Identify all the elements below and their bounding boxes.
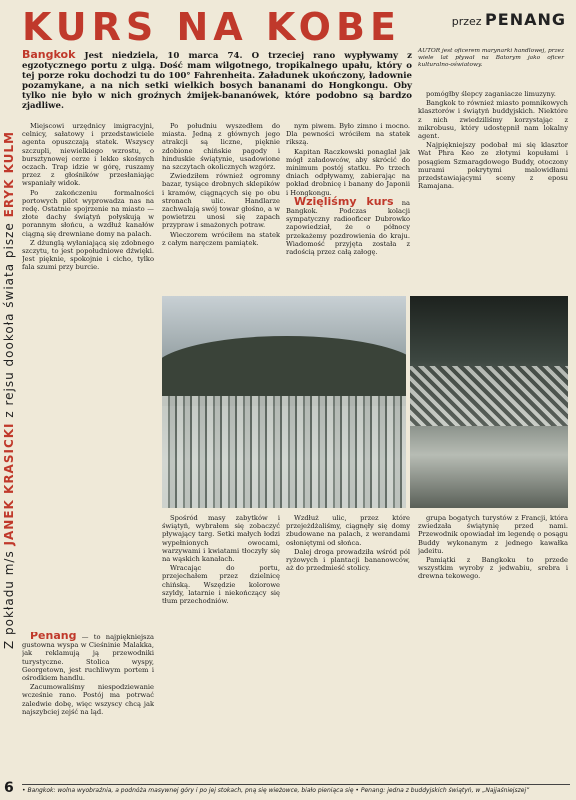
paragraph: Kapitan Raczkowski ponaglał jak mógł załadowców, aby skrócić do minimum postój statku. Po trzech dniach odpływamy, zabierając na pokład drobnicę i banany do Japonii i Hongkongu. [286,147,410,197]
page-number: 6 [4,780,14,796]
paragraph: Bangkok to również miasto pomnikowych klasztorów i świątyń buddyjskich. Niektóre z nich zwiedziliśmy korzystając z mikrobusu, który udostępnił nam lokalny agent. [418,99,568,141]
side-strip [2,40,16,740]
section-head-penang: Penang [30,632,77,642]
author-note: AUTOR jest oficerem marynarki handlowej, przez wiele lat pływał na Batorym jako oficer kulturalno-oświatowy. [418,48,564,68]
side-signature: ERYK KULM [2,130,16,218]
side-author: JANEK KRASICKI [2,422,16,546]
paragraph: na Bangkok. Podczas kolacji sympatyczny radiooficer Dubrowko zapowiedział, że o północy przekażemy pozdrowienia do kraju. Wiadomość przyjęta została z radością przez całą załogę. [286,198,410,257]
byline-place: PENANG [485,10,566,29]
paragraph: Zwiedziłem również ogromny bazar, tysiące drobnych sklepików i kramów, ciągnących się po obu stronach ulic. Handlarze zachwalają swój towar głośno, a w powietrzu unosi się zapach przypraw i smażonych potraw. [162,172,280,230]
photo-captions-footer: • Bangkok: wolna wyobraźnia, a podnóża masywnej góry i po jej stokach, pną się wieżowce, biało pieniąca się • Penang: jedna z buddyjskich świątyń, w „Najjaśniejszej” [22,784,570,794]
column-4 [418,90,568,292]
masthead-title: KURS NA KOBE [22,5,401,49]
paragraph: nym piwem. Było zimno i mocno. Dla pewności wróciłem na statek rikszą. [286,122,410,147]
paragraph: Z dżunglą wyłaniającą się zdobnego szczytu, to jest popołudniowe dźwięki. Jest pięknie, spokojnie i cicho, tylko fala szumi przy burcie. [22,238,154,272]
paragraph: Wieczorem wróciłem na statek z całym naręczem pamiątek. [162,230,280,247]
byline-prefix: przez [451,15,482,28]
column-penang [22,632,154,778]
side-suffix: z rejsu dookoła świata pisze [2,222,16,418]
paragraph: Miejscowi urzędnicy imigracyjni, celnicy, sałatowy i przedstawiciele agenta opuszczają statek. Wszyscy szczupli, niewielkiego wzrostu, o bursztynowej cerze i lekko skośnych oczach. Trap idzie w górę, ruszamy przez z głośników przesłaniając wspaniały widok. [22,122,154,188]
paragraph: Zacumowaliśmy niespodziewanie wcześnie rano. Postój ma potrwać zaledwie dobę, więc wszyscy chcą jak najszybciej zejść na ląd. [22,683,154,716]
paragraph: Wzdłuż ulic, przez które przejeżdżaliśmy, ciągnęły się domy zbudowane na palach, z werandami osłoniętymi od słońca. [286,514,410,547]
column-2 [162,122,280,292]
paragraph: Po południu wyszedłem do miasta. Jedną z głównych jego atrakcji są liczne, pięknie zdobione chińskie pagody i hinduskie świątynie, usadowione na szczytach okolicznych wzgórz. [162,122,280,172]
column-7 [418,514,568,778]
column-6 [286,514,410,778]
paragraph: grupa bogatych turystów z Francji, która zwiedzała świątynię przed nami. Przewodnik opowiadał im legendę o posągu Buddy wykonanym z jednego kawałka jadeitu. [418,514,568,555]
harbour-photo [162,296,406,508]
byline [452,10,566,29]
paragraph: pomógłby ślepcy zaganiacze limuzyny. [426,90,556,98]
paragraph: Wracając do portu, przejechałem przez dzielnicę chińską. Wszędzie kolorowe szyldy, latarnie i niekończący się tłum przechodniów. [162,564,280,606]
paragraph: — to najpiękniejsza gustowna wyspa w Cieśninie Malakka, jak reklamują ją przewodniki turystyczne. Stolica wyspy, Georgetown, jest ruchliwym portem i ośrodkiem handlu. [22,633,154,683]
paragraph: Pamiątki z Bangkoku to przede wszystkim wyroby z jedwabiu, srebra i drewna tekowego. [418,556,568,581]
paragraph: Najpiękniejszy podobał mi się klasztor Wat Phra Keo ze złotymi kopułami i posągiem Szmaragdowego Buddy, otoczony murami pokrytymi malowidłami przedstawiającymi sceny z eposu Ramajana. [418,141,568,191]
column-1 [22,122,154,622]
side-prefix: Z pokładu m/s [2,550,16,649]
paragraph: Po zakończeniu formalności portowych pilot wyprowadza nas na redę. Ostatnie spojrzenie na miasto — złote dachy świątyń połyskują w porannym słońcu, a wzdłuż kanałów ciągną się drewniane domy na palach. [22,188,154,238]
lead-text: Jest niedziela, 10 marca 74. O trzeciej rano wypływamy z egzotycznego portu z ulgą. Dość mam wilgotnego, tropikalnego upału, który o tej porze roku dochodzi tu do 100° Fahrenheita. Załadunek ukończony, ładownie pozamykane, a na nich setki wielkich bosych bananami do Hongkongu. Oby tylko nie było w nich groźnych żmijek-bananówek, które podobno są bardzo zjadliwe. [22,51,412,111]
lead-head: Bangkok [22,48,76,61]
paragraph: Dalej droga prowadziła wśród pól ryżowych i plantacji bananowców, aż do przedmieść stolicy. [286,547,410,573]
column-5 [162,514,280,778]
lead-paragraph [22,50,412,111]
temple-photo [410,296,568,508]
column-3 [286,122,410,292]
paragraph: Spośród masy zabytków i świątyń, wybrałem się zobaczyć pływający targ. Setki małych łodzi wypełnionych owocami, warzywami i kwiatami tłoczyły się na wąskich kanałach. [162,514,280,564]
section-head-course: Wzięliśmy kurs [294,194,394,208]
header [22,6,570,48]
